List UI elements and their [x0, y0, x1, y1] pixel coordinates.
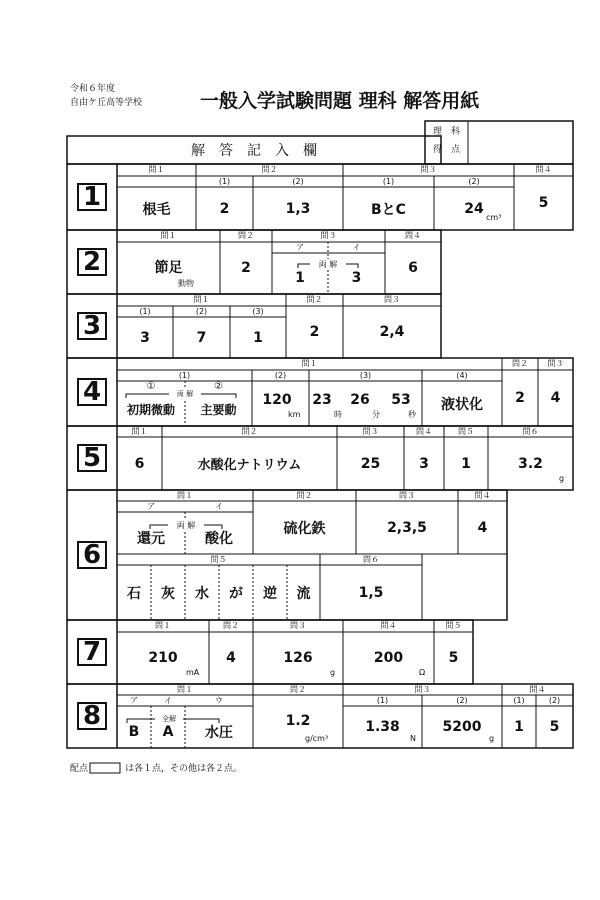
q1-sub-4: (2) — [468, 177, 480, 186]
q7-answer-2: 4 — [226, 650, 236, 666]
q2-header-2: 問２ — [238, 231, 254, 240]
q2-header-1: 問１ — [160, 231, 177, 240]
q3-answer-2: 2 — [309, 324, 320, 340]
question-number-7: 7 — [77, 638, 107, 666]
question-number-1: 1 — [77, 183, 107, 211]
q6-sub-i: イ — [215, 502, 223, 511]
q4-answer-second: 53 — [391, 392, 411, 408]
q5-answer-3: 25 — [360, 455, 381, 472]
q8-answer-2: 1.2 — [285, 713, 311, 729]
q1-answer-2-2: 1,3 — [285, 200, 311, 217]
q6-answer-5-char-2: 灰 — [161, 585, 175, 602]
q7-header-4: 問４ — [380, 621, 397, 630]
q3-header-2: 問２ — [306, 295, 323, 304]
q4-answer-hour: 23 — [312, 392, 332, 408]
q7-unit-ohm: Ω — [419, 668, 426, 677]
q6-header-2: 問２ — [296, 491, 313, 500]
q6-both-correct: 両 解 — [168, 520, 204, 530]
q4-answer-1-4: 液状化 — [441, 396, 483, 413]
q1-answer-3-1: BとC — [371, 201, 406, 218]
q2-answer-2: 2 — [241, 260, 251, 276]
q8-answer-1-i: A — [162, 724, 174, 740]
q8-header-3: 問３ — [414, 685, 431, 694]
q4-sub-3: (3) — [359, 371, 372, 380]
q8-sub-i: イ — [164, 696, 172, 705]
q3-header-1: 問１ — [193, 295, 210, 304]
q6-answer-6: 1,5 — [358, 584, 384, 601]
answer-column-heading: 解 答 記 入 欄 — [191, 143, 317, 159]
q5-header-2: 問２ — [241, 427, 258, 436]
q8-answer-3-1: 1.38 — [365, 719, 400, 735]
q6-answer-2: 硫化鉄 — [283, 520, 326, 537]
q7-answer-3: 126 — [283, 650, 313, 666]
q3-sub-2: (2) — [195, 307, 208, 316]
q5-header-3: 問３ — [362, 427, 379, 436]
question-number-8: 8 — [77, 702, 107, 730]
q4-answer-2: 2 — [515, 390, 525, 406]
q8-answer-1-u: 水圧 — [205, 725, 233, 741]
footer-note: は各１点，その他は各２点。 — [125, 764, 243, 774]
q7-header-5: 問５ — [445, 621, 462, 630]
q4-circle-1: ① — [146, 381, 156, 392]
q2-both-correct: 両 解 — [310, 259, 346, 269]
q5-header-1: 問１ — [131, 427, 148, 436]
q4-unit-km: km — [288, 410, 301, 419]
q8-answer-1-a: B — [128, 724, 140, 740]
q5-answer-6: 3.2 — [518, 455, 543, 472]
q6-header-6: 問６ — [363, 555, 379, 564]
q6-answer-5-char-3: 水 — [195, 585, 209, 602]
q7-header-3: 問３ — [290, 621, 306, 630]
q4-sub-1: (1) — [178, 371, 191, 380]
q8-header-2: 問２ — [290, 685, 306, 694]
q4-answer-1-1b: 主要動 — [200, 402, 237, 417]
era-label: 令和６年度 — [70, 84, 116, 94]
q3-sub-1: (1) — [139, 307, 151, 316]
q8-answer-4-1: 1 — [514, 719, 524, 735]
q8-sub-3-2: (2) — [456, 696, 468, 705]
q4-header-1: 問１ — [301, 359, 318, 368]
q7-answer-1: 210 — [148, 650, 178, 666]
q1-answer-1: 根毛 — [142, 201, 171, 218]
q7-header-2: 問２ — [223, 621, 239, 630]
q8-all-correct: 全解 — [155, 714, 183, 724]
q8-sub-3-1: (1) — [376, 696, 389, 705]
q8-header-1: 問１ — [177, 685, 193, 694]
q7-unit-g: g — [330, 668, 336, 677]
footer-label: 配点： — [70, 764, 98, 774]
q4-answer-1-1a: 初期微動 — [126, 402, 175, 417]
q7-answer-4: 200 — [373, 650, 404, 666]
q3-answer-3: 2,4 — [379, 324, 405, 340]
q1-header-1: 問１ — [148, 165, 165, 174]
q2-sub-i: イ — [352, 243, 361, 252]
question-number-6: 6 — [77, 541, 107, 569]
q8-sub-4-2: (2) — [548, 696, 561, 705]
school-name: 自由ケ丘高等学校 — [70, 98, 143, 108]
q7-unit-ma: mA — [186, 668, 200, 677]
q6-answer-5-char-6: 流 — [296, 585, 311, 602]
q7-header-1: 問１ — [155, 621, 171, 630]
q3-answer-1-2: 7 — [196, 329, 207, 346]
question-number-4: 4 — [77, 378, 107, 406]
q8-sub-u: ウ — [215, 696, 223, 705]
q4-unit-second: 秒 — [408, 410, 416, 419]
q2-header-3: 問３ — [320, 231, 337, 240]
q2-answer-3-a: 1 — [295, 270, 305, 286]
q8-answer-3-2: 5200 — [442, 719, 482, 735]
q2-answer-1: 節足 — [154, 260, 183, 276]
q4-both-correct: 両 解 — [169, 389, 201, 399]
q6-answer-1-a: 還元 — [137, 531, 165, 547]
q5-header-4: 問４ — [416, 427, 432, 436]
q3-answer-1-3: 1 — [253, 329, 263, 346]
q2-answer-4: 6 — [408, 260, 418, 276]
q8-unit-density: g/cm³ — [305, 734, 329, 743]
q5-unit-g: g — [559, 474, 565, 483]
q6-answer-5-char-5: 逆 — [263, 585, 277, 602]
q4-sub-2: (2) — [274, 371, 287, 380]
q6-answer-5-char-1: 石 — [127, 585, 141, 602]
q5-answer-5: 1 — [461, 455, 471, 472]
q1-header-4: 問４ — [535, 165, 552, 174]
q4-header-3: 問３ — [547, 359, 564, 368]
q8-unit-g: g — [489, 734, 495, 743]
q1-header-2: 問２ — [261, 165, 278, 174]
q6-answer-1-i: 酸化 — [205, 531, 233, 547]
q1-sub-3: (1) — [382, 177, 395, 186]
q4-sub-4: (4) — [456, 371, 468, 380]
q1-answer-2-1: 2 — [219, 200, 230, 217]
q5-answer-2: 水酸化ナトリウム — [197, 458, 302, 473]
q6-header-5: 問５ — [210, 555, 227, 564]
question-number-5: 5 — [77, 444, 107, 472]
q4-unit-hour: 時 — [334, 410, 342, 419]
q1-unit-cm3: cm³ — [486, 213, 502, 222]
q7-answer-5: 5 — [448, 650, 459, 666]
q1-header-3: 問３ — [420, 165, 437, 174]
q4-circle-2: ② — [214, 381, 223, 392]
q6-answer-3: 2,3,5 — [387, 519, 427, 536]
q8-answer-4-2: 5 — [549, 719, 560, 735]
question-number-2: 2 — [77, 248, 107, 276]
q5-answer-4: 3 — [419, 455, 429, 472]
q5-header-6: 問６ — [522, 427, 539, 436]
q3-header-3: 問３ — [384, 295, 400, 304]
q5-header-5: 問５ — [458, 427, 474, 436]
score-label-top: 理 科 — [433, 127, 461, 137]
q2-sub-a: ア — [296, 243, 304, 252]
q8-header-4: 問４ — [529, 685, 546, 694]
q3-sub-3: (3) — [252, 307, 264, 316]
q2-answer-3-i: 3 — [351, 270, 362, 286]
q5-answer-1: 6 — [134, 455, 145, 472]
q1-sub-2: (2) — [292, 177, 304, 186]
q4-header-2: 問２ — [512, 359, 528, 368]
q6-header-1: 問１ — [177, 491, 193, 500]
q1-answer-3-2: 24 — [464, 200, 484, 217]
q4-answer-1-2: 120 — [262, 392, 292, 408]
question-number-3: 3 — [77, 312, 107, 340]
q4-unit-minute: 分 — [372, 410, 380, 419]
q6-sub-a: ア — [147, 502, 155, 511]
page-title: 一般入学試験問題 理科 解答用紙 — [200, 90, 480, 112]
q4-answer-minute: 26 — [350, 392, 370, 408]
q8-sub-a: ア — [130, 696, 138, 705]
q6-header-3: 問３ — [399, 491, 415, 500]
q1-sub-1: (1) — [218, 177, 231, 186]
q6-header-4: 問４ — [474, 491, 491, 500]
q6-answer-4: 4 — [477, 519, 488, 536]
q1-answer-4: 5 — [538, 195, 549, 211]
q6-answer-5-char-4: が — [229, 585, 243, 602]
q4-answer-3: 4 — [550, 390, 561, 406]
q3-answer-1-1: 3 — [140, 329, 150, 346]
score-label-bottom: 得 点 — [433, 145, 461, 155]
q2-header-4: 問４ — [405, 231, 421, 240]
q8-unit-n: N — [410, 734, 416, 743]
q8-sub-4-1: (1) — [513, 696, 525, 705]
q2-answer-1-sub: 動物 — [178, 279, 194, 288]
